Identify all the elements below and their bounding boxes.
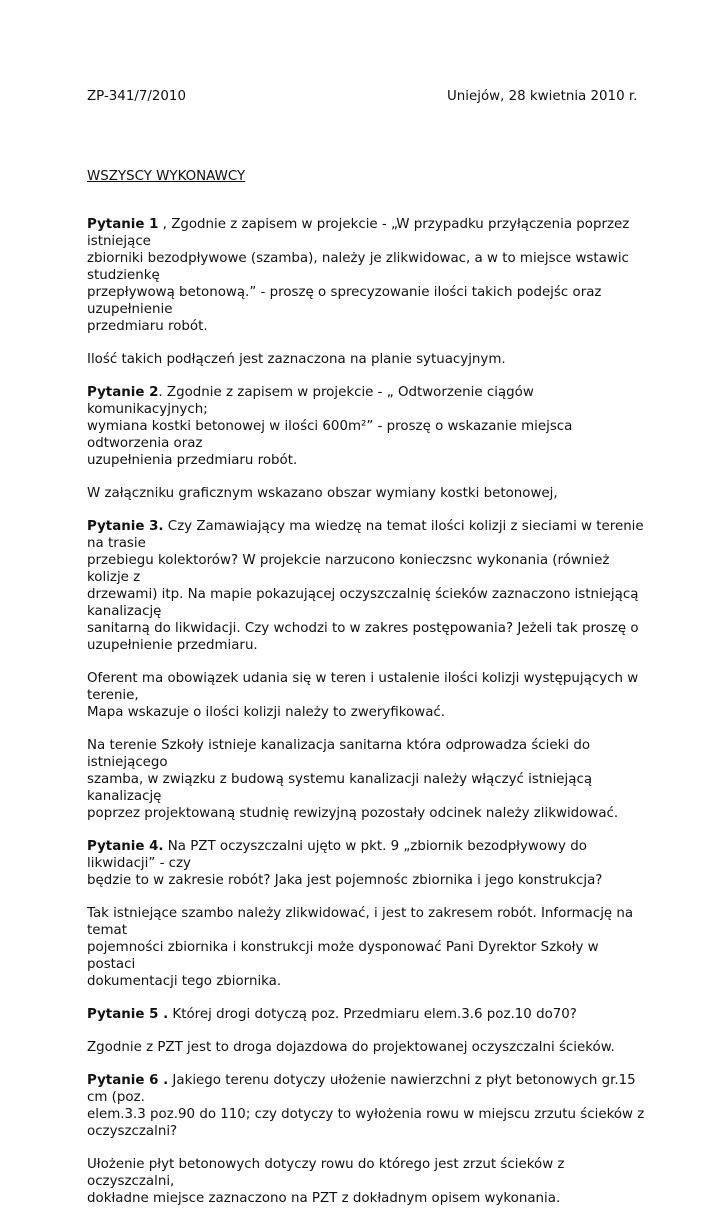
paragraph-text: Na PZT oczyszczalni ujęto w pkt. 9 „zbiornik bezodpływowy do likwidacji” - czy będzie to w zakresie robót? Jaka jest pojemnośc zbiornika i jego konstrukcja? — [87, 839, 603, 888]
paragraph-question-4 — [87, 838, 647, 889]
paragraph-answer-4 — [87, 905, 647, 990]
question-label: Pytanie 5 . — [87, 1007, 169, 1022]
paragraph-text: Oferent ma obowiązek udania się w teren i ustalenie ilości kolizji występujących w terenie, Mapa wskazuje o ilości kolizji należy to zweryfikować. — [87, 671, 639, 720]
paragraph-text: Ułożenie płyt betonowych dotyczy rowu do którego jest zrzut ścieków z oczyszczalni, dokładne miejsce zaznaczono na PZT z dokładnym opisem wykonania. — [87, 1157, 565, 1206]
paragraph-answer-2 — [87, 485, 647, 502]
question-label: Pytanie 1 — [87, 217, 159, 232]
paragraph-answer-5 — [87, 1039, 647, 1056]
paragraph-question-2 — [87, 384, 647, 469]
paragraph-question-6 — [87, 1072, 647, 1140]
paragraph-text: W załączniku graficznym wskazano obszar wymiany kostki betonowej, — [87, 486, 558, 501]
question-label: Pytanie 4. — [87, 839, 164, 854]
paragraph-text: Jakiego terenu dotyczy ułożenie nawierzchni z płyt betonowych gr.15 cm (poz. elem.3.3 poz.90 do 110; czy dotyczy to wyłożenia rowu w miejscu zrzutu ścieków z oczyszczalni? — [87, 1073, 645, 1139]
paragraph-text: Tak istniejące szambo należy zlikwidować, i jest to zakresem robót. Informację na temat pojemności zbiornika i konstrukcji może dysponować Pani Dyrektor Szkoły w postaci dokumentacji tego zbiornika. — [87, 906, 634, 989]
question-label: Pytanie 6 . — [87, 1073, 169, 1088]
paragraph-answer-6 — [87, 1156, 647, 1207]
paragraph-text: Ilość takich podłączeń jest zaznaczona na planie sytuacyjnym. — [87, 352, 506, 367]
question-label: Pytanie 3. — [87, 519, 164, 534]
question-label: Pytanie 2 — [87, 385, 159, 400]
paragraph-text: . Zgodnie z zapisem w projekcie - „ Odtworzenie ciągów komunikacyjnych; wymiana kostki betonowej w ilości 600m²” - proszę o wskazanie miejsca odtworzenia oraz uzupełnienia przedmiaru robót. — [87, 385, 573, 468]
addressee: WSZYSCY WYKONAWCY — [87, 169, 246, 184]
paragraph-question-1 — [87, 216, 647, 335]
paragraph-question-5 — [87, 1006, 647, 1023]
paragraph-answer-1 — [87, 351, 647, 368]
paragraph-answer-3a — [87, 670, 647, 721]
paragraph-text: Której drogi dotyczą poz. Przedmiaru elem.3.6 poz.10 do70? — [168, 1007, 577, 1022]
paragraph-text: , Zgodnie z zapisem w projekcie - „W przypadku przyłączenia poprzez istniejące zbiorniki bezodpływowe (szamba), należy je zlikwidowac, a w to miejsce wstawic studzienkę przepływową betonową.” - proszę o sprecyzowanie ilości takich podejśc oraz uzupełnienie przedmiaru robót. — [87, 217, 630, 334]
reference-number: ZP-341/7/2010 — [87, 89, 186, 104]
paragraph-text: Czy Zamawiający ma wiedzę na temat ilości kolizji z sieciami w terenie na trasie przebiegu kolektorów? W projekcie narzucono konieczsnc wykonania (również kolizje z drzewami) itp. Na mapie pokazującej oczyszczalnię ścieków zaznaczono istniejącą kanalizację sanitarną do likwidacji. Czy wchodzi to w zakres postępowania? Jeżeli tak proszę o uzupełnienie przedmiaru. — [87, 519, 644, 653]
paragraph-question-3 — [87, 518, 647, 654]
place-and-date: Uniejów, 28 kwietnia 2010 r. — [447, 89, 638, 104]
paragraph-text: Na terenie Szkoły istnieje kanalizacja sanitarna która odprowadza ścieki do istniejącego szamba, w związku z budową systemu kanalizacji należy włączyć istniejącą kanalizację poprzez projektowaną studnię rewizyjną pozostały odcinek należy zlikwidować. — [87, 738, 619, 821]
paragraph-text: Zgodnie z PZT jest to droga dojazdowa do projektowanej oczyszczalni ścieków. — [87, 1040, 615, 1055]
paragraph-answer-3b — [87, 737, 647, 822]
document-body — [87, 216, 647, 1223]
